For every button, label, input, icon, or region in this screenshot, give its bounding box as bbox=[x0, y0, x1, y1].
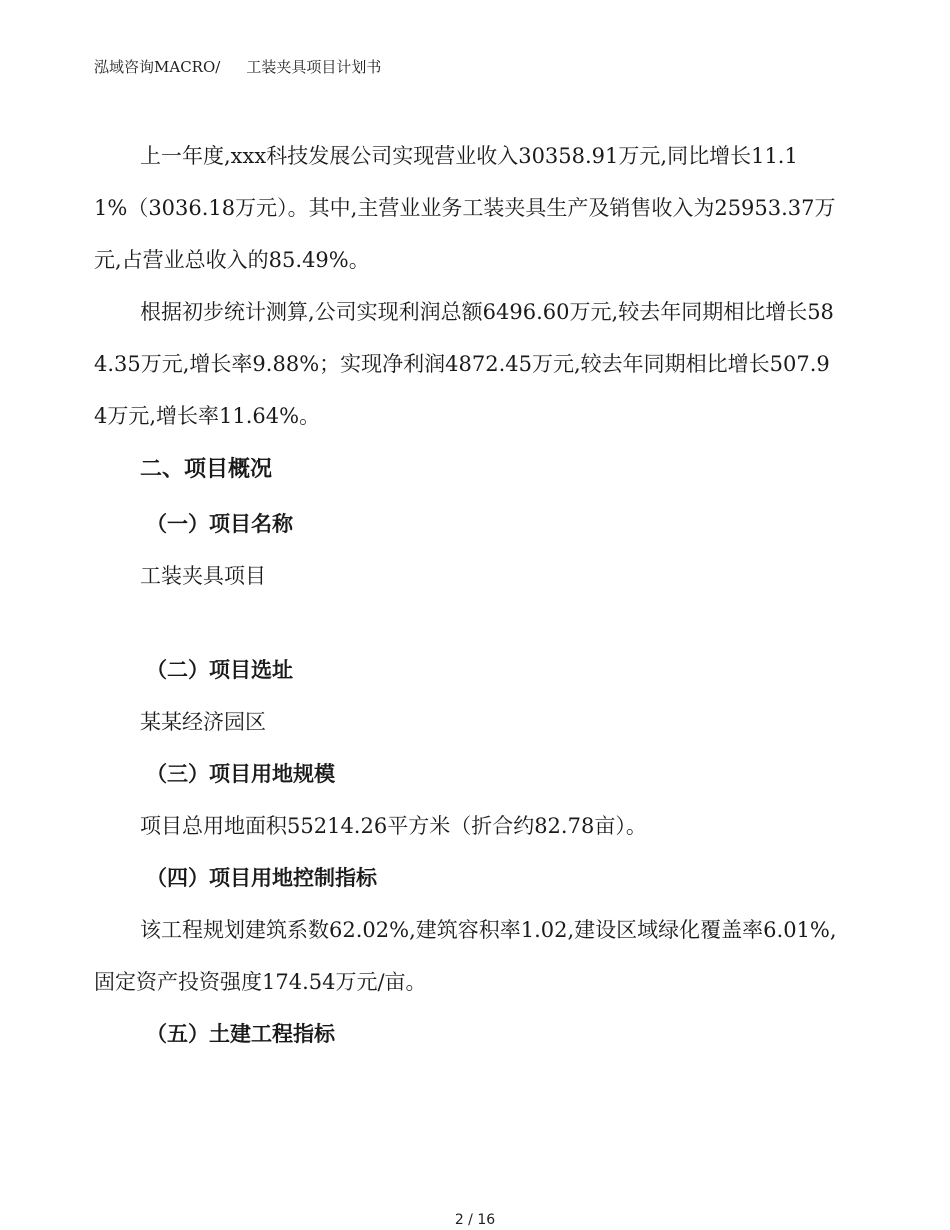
section-heading-overview: 二、项目概况 bbox=[140, 457, 273, 482]
land-scale-text: 项目总用地面积55214.26平方米（折合约82.78亩）。 bbox=[140, 814, 647, 838]
page-number: 2 / 16 bbox=[454, 1212, 496, 1228]
page-header bbox=[94, 56, 381, 77]
header-company: 泓域咨询MACRO/ bbox=[94, 58, 221, 76]
subheading-civil-works: （五）土建工程指标 bbox=[146, 1022, 335, 1046]
header-doc-title: 工装夹具项目计划书 bbox=[246, 58, 382, 76]
subheading-project-name: （一）项目名称 bbox=[146, 512, 293, 536]
subheading-land-scale: （三）项目用地规模 bbox=[146, 762, 335, 786]
profit-paragraph: 根据初步统计测算,公司实现利润总额6496.60万元,较去年同期相比增长584.35万元,增长率9.88%；实现净利润4872.45万元,较去年同期相比增长507.94万元,增长率11.64%。 bbox=[94, 300, 834, 428]
land-control-text: 该工程规划建筑系数62.02%,建筑容积率1.02,建设区域绿化覆盖率6.01%,固定资产投资强度174.54万元/亩。 bbox=[94, 918, 837, 994]
subheading-land-control: （四）项目用地控制指标 bbox=[146, 866, 377, 890]
project-name-text: 工装夹具项目 bbox=[140, 564, 266, 588]
document-body bbox=[94, 130, 840, 1060]
subheading-project-site: （二）项目选址 bbox=[146, 658, 293, 682]
project-site-text: 某某经济园区 bbox=[140, 710, 266, 734]
revenue-paragraph: 上一年度,xxx科技发展公司实现营业收入30358.91万元,同比增长11.11%（3036.18万元）。其中,主营业业务工装夹具生产及销售收入为25953.37万元,占营业总收入的85.49%。 bbox=[94, 144, 836, 272]
